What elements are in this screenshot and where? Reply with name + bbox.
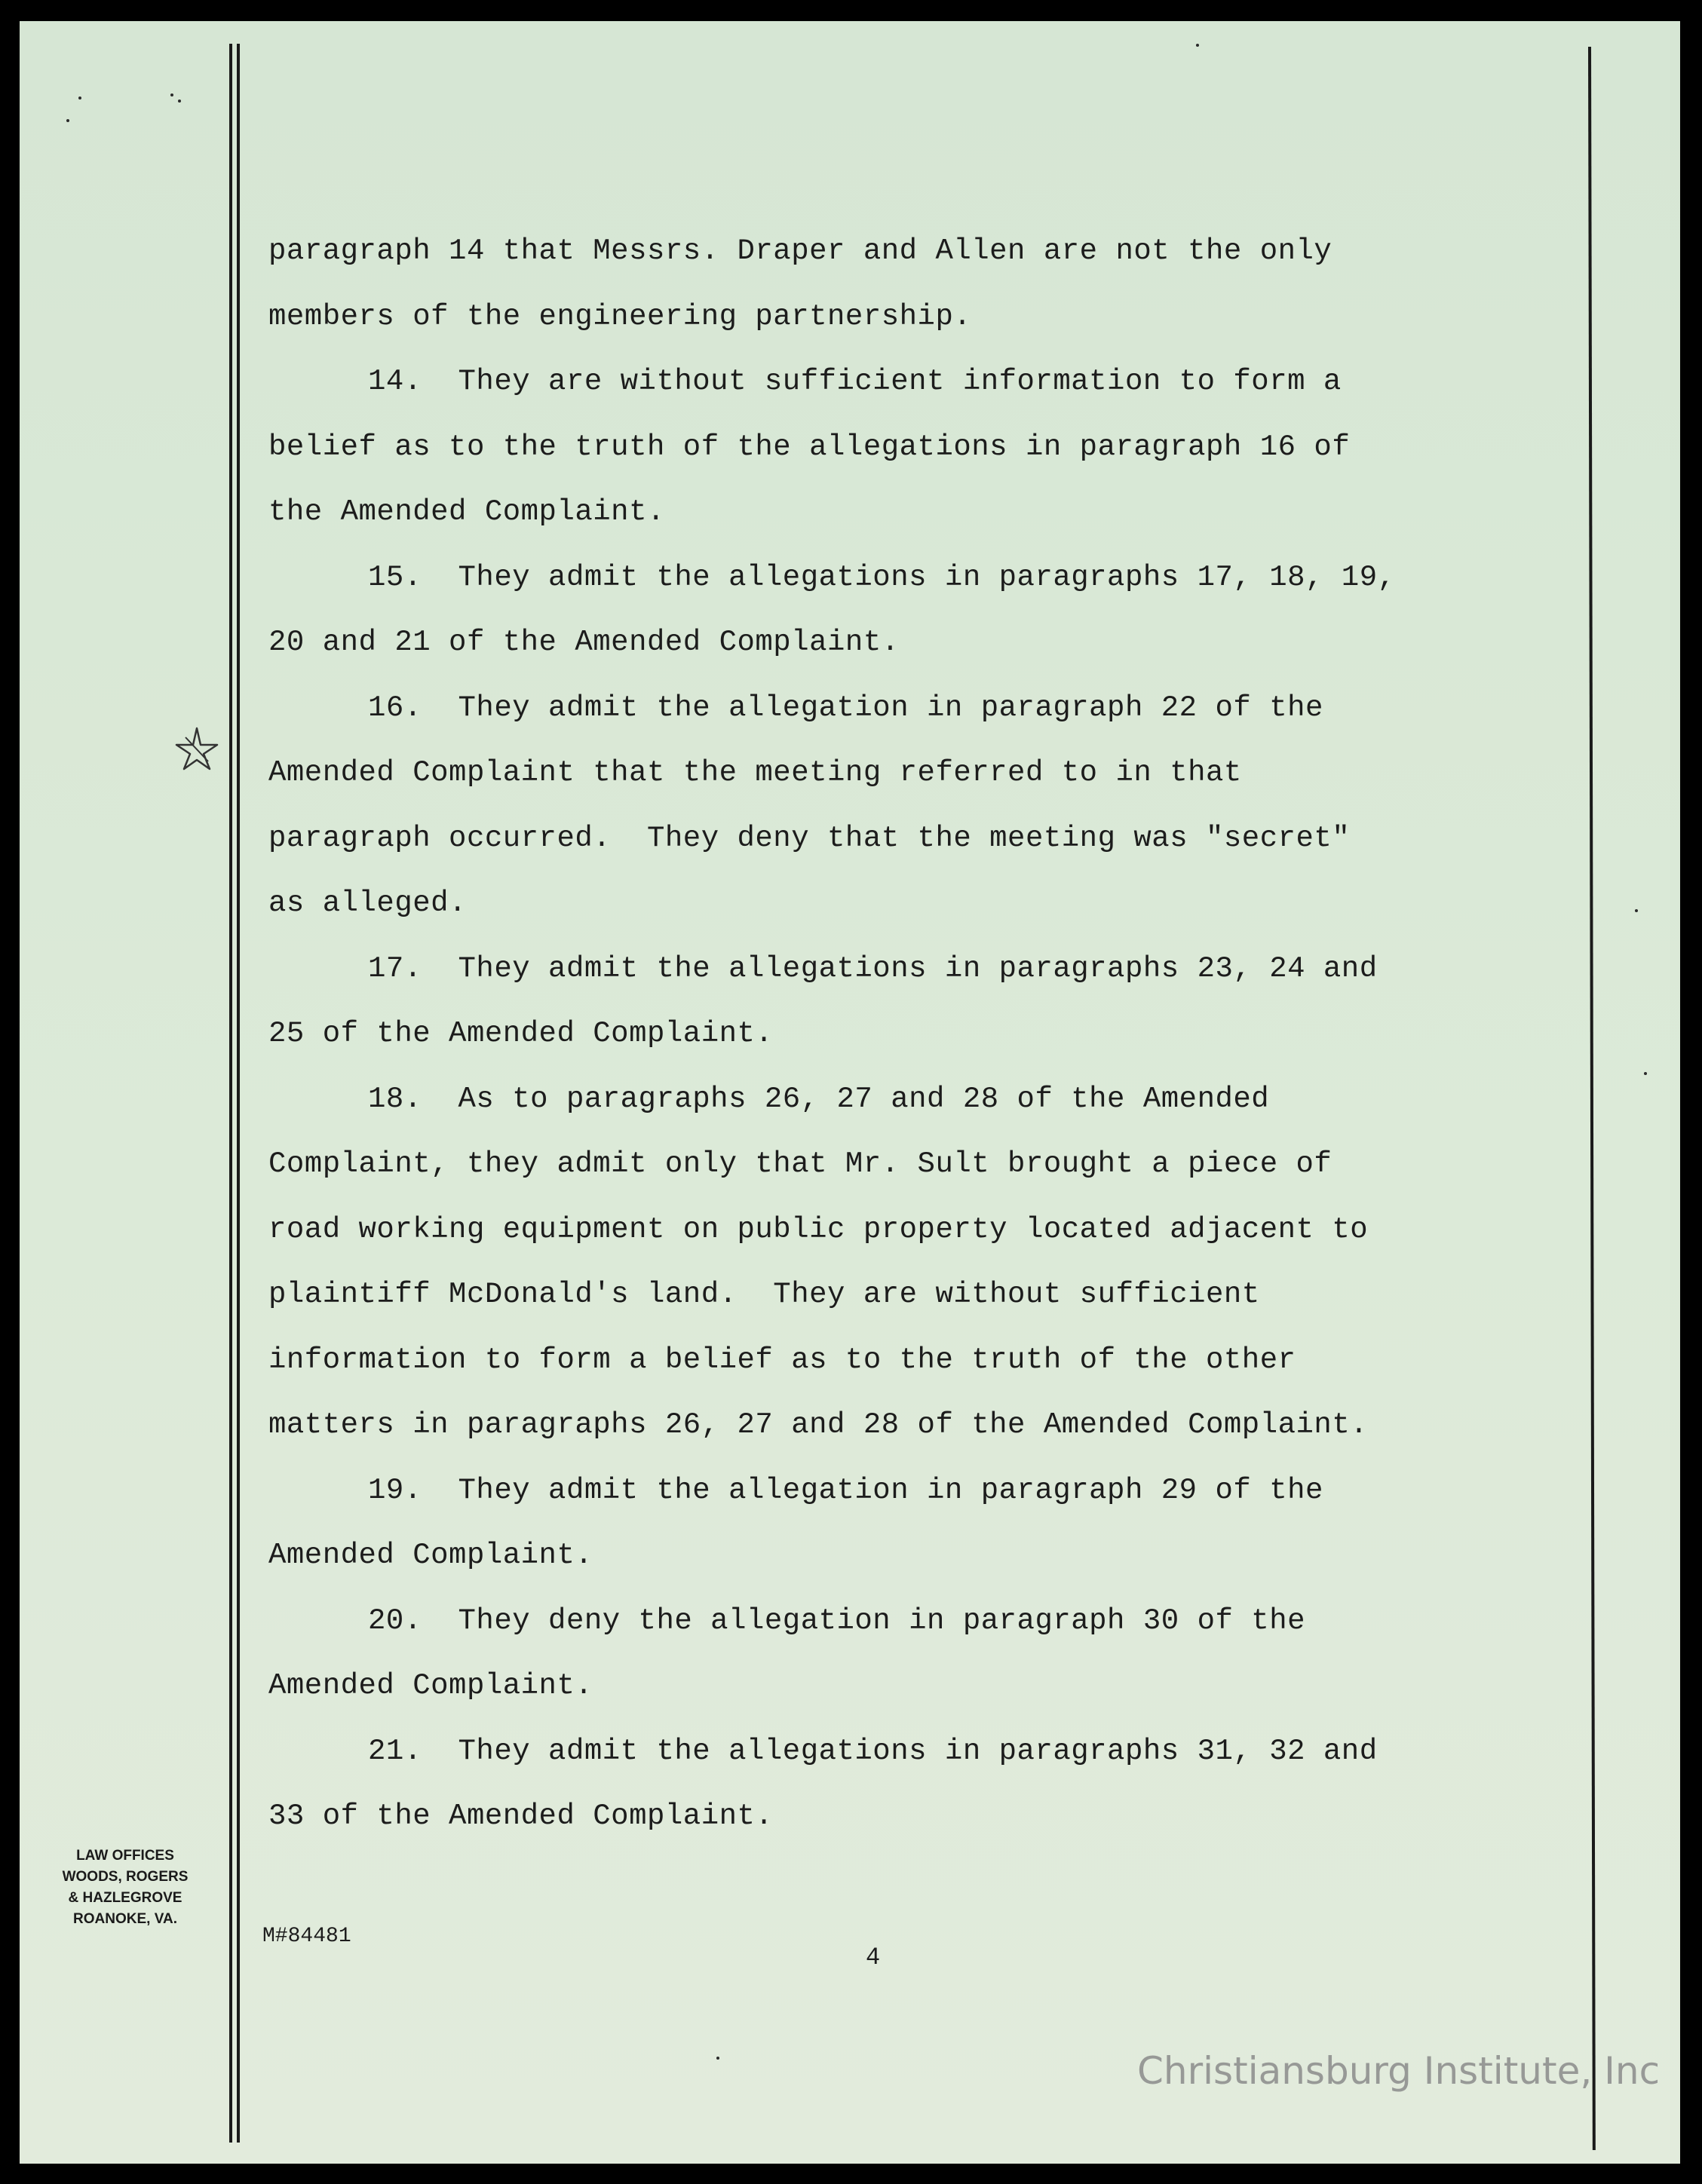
text-line: the Amended Complaint. bbox=[268, 495, 665, 528]
scan-speck bbox=[66, 119, 69, 122]
text-line: 14. They are without sufficient information to form a bbox=[368, 365, 1342, 398]
scan-speck bbox=[1635, 909, 1638, 912]
law-office-heading: LAW OFFICES bbox=[76, 1848, 174, 1864]
text-line: Amended Complaint. bbox=[268, 1669, 593, 1702]
handwritten-star-icon bbox=[170, 722, 223, 775]
text-line: 16. They admit the allegation in paragraph 22 of the bbox=[368, 691, 1323, 724]
text-line: 19. They admit the allegation in paragraph 29 of the bbox=[368, 1473, 1323, 1507]
text-line: as alleged. bbox=[268, 887, 467, 920]
law-firm-location: ROANOKE, VA. bbox=[73, 1911, 177, 1927]
text-line: 20 and 21 of the Amended Complaint. bbox=[268, 626, 900, 659]
text-line: 15. They admit the allegations in paragraphs 17, 18, 19, bbox=[368, 560, 1396, 594]
law-firm-name: WOODS, ROGERS bbox=[62, 1869, 189, 1885]
law-office-stamp bbox=[50, 1846, 201, 1930]
text-line: 25 of the Amended Complaint. bbox=[268, 1017, 774, 1050]
text-line: members of the engineering partnership. bbox=[268, 299, 972, 333]
text-line: belief as to the truth of the allegations in paragraph 16 of bbox=[268, 430, 1351, 464]
document-body bbox=[268, 219, 1566, 1849]
left-margin-rule bbox=[229, 44, 232, 2143]
text-line: 20. They deny the allegation in paragraph 30 of the bbox=[368, 1604, 1305, 1637]
text-line: matters in paragraphs 26, 27 and 28 of the Amended Complaint. bbox=[268, 1408, 1369, 1441]
law-firm-name-cont: & HAZLEGROVE bbox=[68, 1890, 182, 1906]
text-line: road working equipment on public property located adjacent to bbox=[268, 1212, 1369, 1246]
archive-watermark: Christiansburg Institute, Inc bbox=[1137, 2049, 1661, 2093]
text-line: information to form a belief as to the truth of the other bbox=[268, 1343, 1296, 1377]
text-line: Complaint, they admit only that Mr. Sult brought a piece of bbox=[268, 1147, 1332, 1181]
text-line: paragraph 14 that Messrs. Draper and Allen are not the only bbox=[268, 234, 1332, 268]
page-number: 4 bbox=[866, 1944, 881, 1971]
text-line: plaintiff McDonald's land. They are without sufficient bbox=[268, 1278, 1260, 1311]
scan-speck bbox=[1196, 44, 1199, 47]
text-line: Amended Complaint. bbox=[268, 1539, 593, 1572]
document-page bbox=[20, 21, 1680, 2164]
text-line: 18. As to paragraphs 26, 27 and 28 of the Amended bbox=[368, 1082, 1270, 1116]
text-line: 21. They admit the allegations in paragraphs 31, 32 and bbox=[368, 1734, 1378, 1768]
document-reference: M#84481 bbox=[262, 1925, 351, 1948]
text-line: Amended Complaint that the meeting referred to in that bbox=[268, 756, 1242, 789]
right-margin-rule bbox=[1588, 47, 1596, 2150]
scan-speck bbox=[78, 96, 81, 100]
text-line: 33 of the Amended Complaint. bbox=[268, 1800, 774, 1833]
left-margin-rule-inner bbox=[237, 44, 240, 2143]
text-line: 17. They admit the allegations in paragraphs 23, 24 and bbox=[368, 951, 1378, 985]
scan-speck bbox=[1644, 1072, 1647, 1075]
scan-speck bbox=[170, 93, 173, 96]
scan-speck bbox=[178, 100, 181, 103]
text-line: paragraph occurred. They deny that the meeting was "secret" bbox=[268, 821, 1351, 855]
scan-speck bbox=[716, 2057, 719, 2060]
